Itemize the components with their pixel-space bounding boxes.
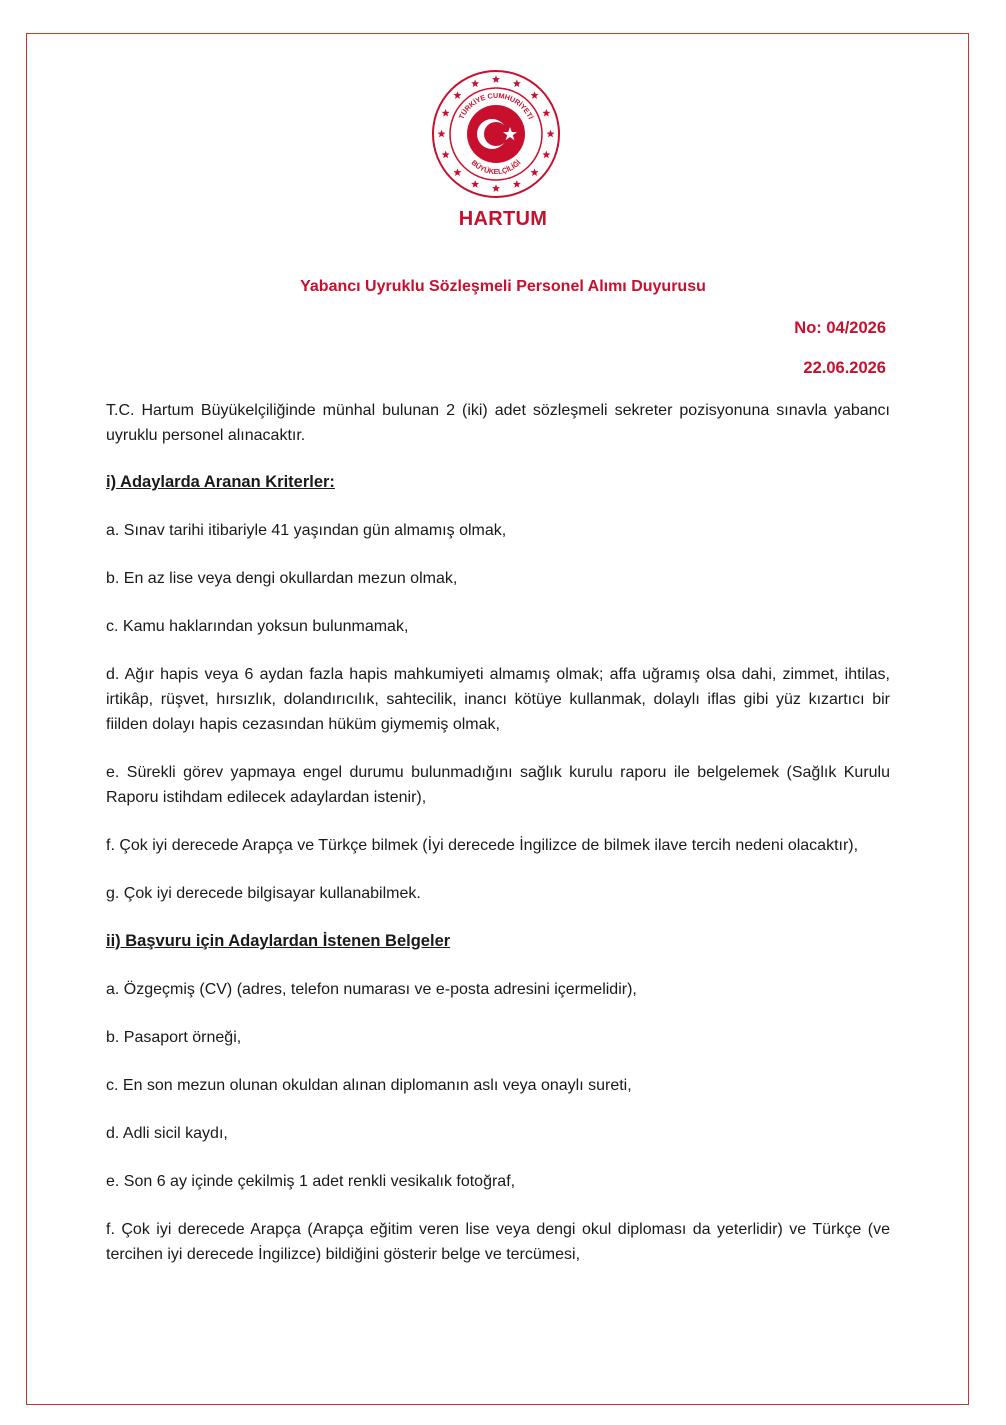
seal-star-icon xyxy=(492,75,500,83)
criteria-item: f. Çok iyi derecede Arapça ve Türkçe bilmek (İyi derecede İngilizce de bilmek ilave tercih nedeni olacaktır), xyxy=(106,837,859,854)
criteria-item: a. Sınav tarihi itibariyle 41 yaşından gün almamış olmak, xyxy=(106,522,507,539)
seal-star-icon xyxy=(453,91,461,99)
document-item: a. Özgeçmiş (CV) (adres, telefon numarası ve e-posta adresini içermelidir), xyxy=(106,981,637,998)
document-item: d. Adli sicil kaydı, xyxy=(106,1125,228,1142)
seal-star-icon xyxy=(531,91,539,99)
seal-star-icon xyxy=(471,79,479,87)
seal-star-icon xyxy=(438,130,446,138)
criteria-item: b. En az lise veya dengi okullardan mezun olmak, xyxy=(106,570,458,587)
section-heading-documents: ii) Başvuru için Adaylardan İstenen Belgeler xyxy=(106,932,451,950)
seal-star-icon xyxy=(531,168,539,176)
seal-star-icon xyxy=(513,180,521,188)
seal-star-icon xyxy=(492,184,500,192)
seal-star-icon xyxy=(542,151,550,159)
criteria-item: g. Çok iyi derecede bilgisayar kullanabilmek. xyxy=(106,885,421,902)
intro-paragraph: T.C. Hartum Büyükelçiliğinde münhal bulunan 2 (iki) adet sözleşmeli sekreter pozisyonuna sınavla yabancı uyruklu personel alınacaktır. xyxy=(106,402,890,444)
embassy-seal-logo xyxy=(430,68,562,200)
seal-star-icon xyxy=(442,151,450,159)
seal-star-icon xyxy=(542,109,550,117)
city-name: HARTUM xyxy=(458,208,548,230)
seal-star-icon xyxy=(547,130,555,138)
seal-star-icon xyxy=(442,109,450,117)
document-item: e. Son 6 ay içinde çekilmiş 1 adet renkli vesikalık fotoğraf, xyxy=(106,1173,516,1190)
criteria-item: d. Ağır hapis veya 6 aydan fazla hapis mahkumiyeti almamış olmak; affa uğramış olsa dahi, zimmet, ihtilas, irtikâp, rüşvet, hırsızlık, dolandırıcılık, sahtecilik, inancı kötüye kullanmak, dolaylı iflas gibi yüz kızartıcı bir fiilden dolayı hapis cezasından hüküm giymemiş olmak, xyxy=(106,666,890,733)
seal-text-bottom: BÜYÜKELÇİLİĞİ xyxy=(469,158,523,177)
section-heading-criteria: i) Adaylarda Aranan Kriterler: xyxy=(106,473,335,491)
seal-star-icon xyxy=(471,180,479,188)
document-body xyxy=(106,398,890,1290)
document-item: b. Pasaport örneği, xyxy=(106,1029,242,1046)
seal-star-icon xyxy=(513,79,521,87)
criteria-item: e. Sürekli görev yapmaya engel durumu bulunmadığını sağlık kurulu raporu ile belgelemek (Sağlık Kurulu Raporu istihdam edilecek adaylardan istenir), xyxy=(106,764,890,806)
seal-text-top: TÜRKİYE CUMHURİYETİ xyxy=(456,90,536,121)
document-item: c. En son mezun olunan okuldan alınan diplomanın aslı veya onaylı sureti, xyxy=(106,1077,632,1094)
announcement-number: No: 04/2026 xyxy=(794,319,886,337)
announcement-date: 22.06.2026 xyxy=(803,359,886,377)
announcement-title: Yabancı Uyruklu Sözleşmeli Personel Alımı Duyurusu xyxy=(300,278,706,295)
document-item: f. Çok iyi derecede Arapça (Arapça eğitim veren lise veya dengi okul diploması da yeterlidir) ve Türkçe (ve tercihen iyi derecede İngilizce) bildiğini gösterir belge ve tercümesi, xyxy=(106,1221,890,1263)
criteria-item: c. Kamu haklarından yoksun bulunmamak, xyxy=(106,618,409,635)
seal-star-icon xyxy=(453,168,461,176)
